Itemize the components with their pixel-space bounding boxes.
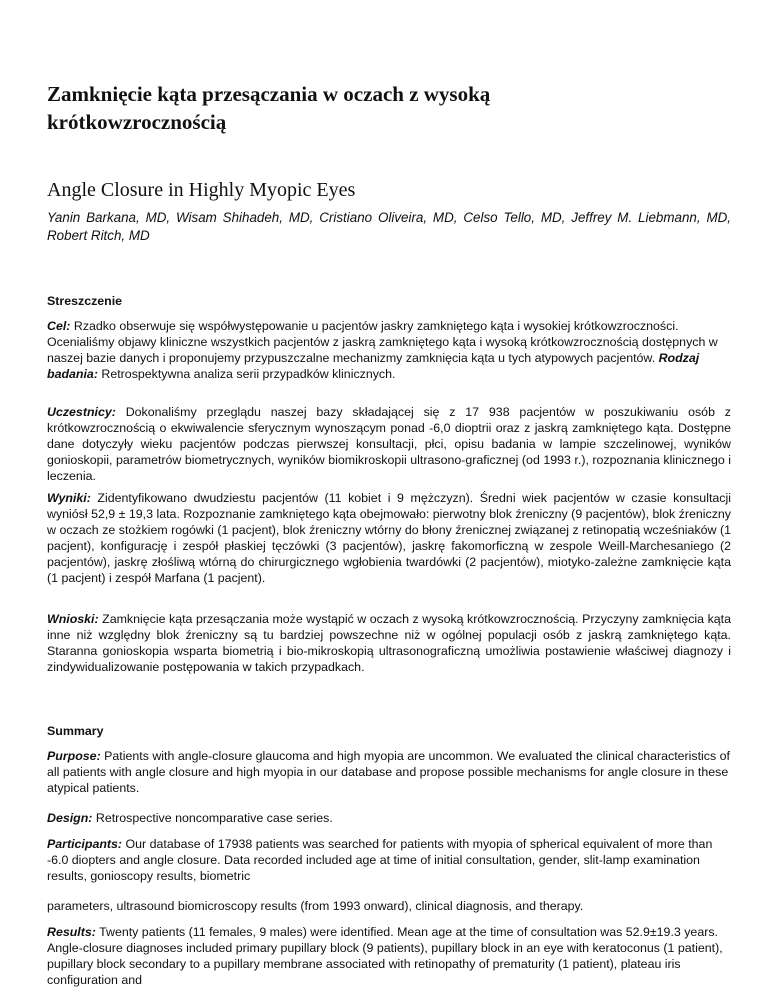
rodzaj-label: Rodzaj badania:: [47, 351, 700, 381]
design-label: Design:: [47, 811, 93, 825]
wnioski-text: Zamknięcie kąta przesączania może wystąpić w oczach z wysoką krótkowzrocznością. Przyczyny zamknięcia kąta inne niż względny blok źreniczny są tu bardziej powszechne niż w ogólnej populacji osób z jaskrą zamkniętego kąta. Staranna gonioskopia wsparta biometrią i bio-mikroskopią ultrasonograficzną umożliwia postawienie właściwej diagnozy i zindywidualizowanie postępowania w takich przypadkach.: [47, 612, 731, 674]
title-english: Angle Closure in Highly Myopic Eyes: [47, 179, 356, 201]
participants-text: Our database of 17938 patients was searched for patients with myopia of spherical equivalent of more than -6.0 diopters and angle closure. Data recorded included age at time of initial consultation, gender, slit-lamp examination results, gonioscopy results, biometric: [47, 837, 713, 883]
wnioski-label: Wnioski:: [47, 612, 99, 626]
uczestnicy-text: Dokonaliśmy przeglądu naszej bazy składającej się z 17 938 pacjentów w poszukiwaniu osób z krótkowzrocznością o ekwiwalencie sferycznym wynoszącym ponad -6,0 dioptrii oraz z jaskrą zamkniętego kąta. Dostępne dane dotyczyły wieku pacjentów podczas pierwszej konsultacji, płci, opisu badania w lampie szczelinowej, wyników gonioskopii, parametrów biometrycznych, wyników biomikroskopii ultrasono-graficznej (od 1993 r.), rozpoznania klinicznego i leczenia.: [47, 405, 731, 483]
uczestnicy-label: Uczestnicy:: [47, 405, 116, 419]
rodzaj-text: Retrospektywna analiza serii przypadków klinicznych.: [97, 367, 396, 381]
purpose-text: Patients with angle-closure glaucoma and high myopia are uncommon. We evaluated the clinical characteristics of all patients with angle closure and high myopia in our database and propose possible mechanisms for angle closure in these atypical patients.: [47, 749, 730, 795]
cel-paragraph: [47, 318, 731, 382]
purpose-paragraph: [47, 748, 731, 796]
title-polish: Zamknięcie kąta przesączania w oczach z wysoką krótkowzrocznością: [47, 82, 491, 134]
wyniki-text: Zidentyfikowano dwudziestu pacjentów (11 kobiet i 9 mężczyzn). Średni wiek pacjentów w czasie konsultacji wyniósł 52,9 ± 19,3 lata. Rozpoznanie zamkniętego kąta obejmowało: pierwotny blok źreniczny (9 pacjentów), blok źreniczny w oczach ze stożkiem rogówki (1 pacjent), blok źreniczny wtórny do błony źrenicznej związanej z retinopatią wcześniaków (1 pacjent), konfigurację i zespół płaskiej tęczówki (3 pacjentów), jaskrę fakomorficzną w zespole Weill-Marchesaniego (2 pacjentów), jaskrę złośliwą wtórną do chirurgicznego wgłobienia twardówki (2 pacjentów), miotyko-zależne zamknięcie kąta (1 pacjent) i zespół Marfana (1 pacjent).: [47, 491, 731, 585]
design-paragraph: [47, 810, 731, 826]
cel-text: Rzadko obserwuje się współwystępowanie u pacjentów jaskry zamkniętego kąta i wysokiej krótkowzroczności. Ocenialiśmy objawy kliniczne wszystkich pacjentów z jaskrą zamkniętego kąta i wysoką krótkowzrocznością dostępnych w naszej bazie danych i proponujemy przypuszczalne mechanizmy zamknięcia kąta u tych atypowych pacjentów.: [47, 319, 718, 365]
participants-label: Participants:: [47, 837, 123, 851]
design-text: Retrospective noncomparative case series.: [92, 811, 333, 825]
streszczenie-heading: Streszczenie: [47, 294, 123, 308]
results-label: Results:: [47, 925, 96, 939]
wyniki-label: Wyniki:: [47, 491, 91, 505]
wyniki-paragraph: [47, 490, 731, 586]
results-paragraph: [47, 924, 731, 988]
summary-heading: Summary: [47, 724, 104, 738]
wnioski-paragraph: [47, 611, 731, 675]
participants-paragraph: [47, 836, 731, 884]
participants-continuation: parameters, ultrasound biomicroscopy results (from 1993 onward), clinical diagnosis, and therapy.: [47, 899, 584, 913]
uczestnicy-paragraph: [47, 404, 731, 484]
results-text: Twenty patients (11 females, 9 males) were identified. Mean age at the time of consultation was 52.9±19.3 years. Angle-closure diagnoses included primary pupillary block (9 patients), pupillary block in an eye with keratoconus (1 patient), pupillary block secondary to a pupillary membrane associated with retinopathy of prematurity (1 patient), plateau iris configuration and: [47, 925, 723, 987]
cel-label: Cel:: [47, 319, 71, 333]
purpose-label: Purpose:: [47, 749, 101, 763]
author-list: Yanin Barkana, MD, Wisam Shihadeh, MD, Cristiano Oliveira, MD, Celso Tello, MD, Jeffrey M. Liebmann, MD, Robert Ritch, MD: [47, 210, 731, 243]
